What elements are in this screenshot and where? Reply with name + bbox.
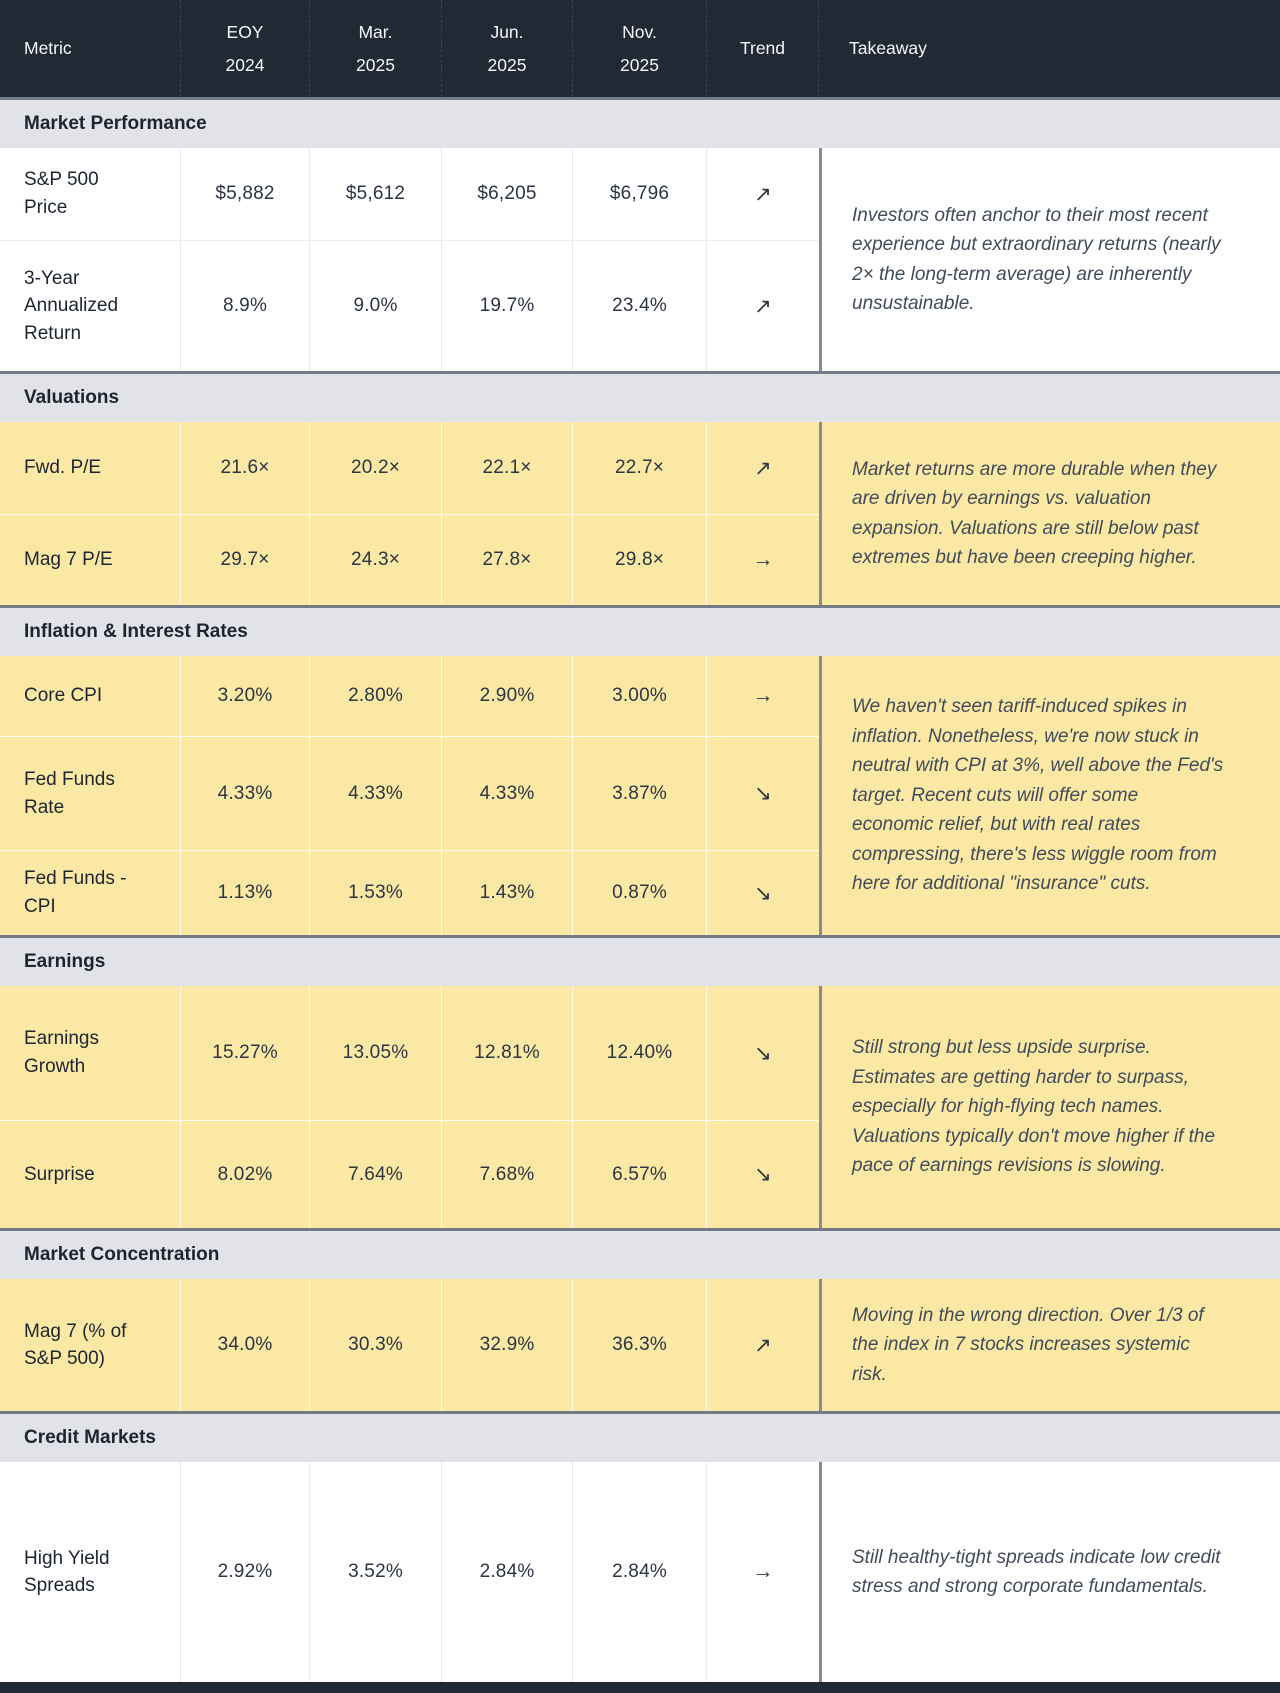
section-rows: [0, 422, 819, 605]
value-cell: 27.8×: [442, 515, 573, 605]
section-title: Credit Markets: [24, 1427, 156, 1449]
column-header-label: 2025: [487, 54, 527, 75]
value-cell: 7.68%: [442, 1121, 573, 1228]
value-cell: 9.0%: [310, 241, 442, 371]
value-cell: 34.0%: [181, 1279, 310, 1411]
section-header-credit-markets: [0, 1411, 1280, 1462]
column-header-label: EOY: [226, 22, 264, 43]
takeaway-text: Investors often anchor to their most recent experience but extraordinary returns (nearly 2× the long-term average) are inherently unsustainable.: [852, 204, 1221, 314]
table-row: [0, 240, 819, 371]
table-row: [0, 1120, 819, 1228]
section-rows: [0, 148, 819, 371]
section-header-market-concentration: [0, 1228, 1280, 1279]
value-cell: 29.7×: [181, 515, 310, 605]
value-cell: 32.9%: [442, 1279, 573, 1411]
value-cell: 30.3%: [310, 1279, 442, 1411]
value-cell: 1.53%: [310, 851, 442, 935]
value-cell: 2.84%: [573, 1462, 707, 1682]
metric-cell: Core CPI: [0, 656, 181, 736]
column-header-label: Mar.: [358, 22, 393, 43]
table-body: [0, 97, 1280, 1682]
value-cell: 22.7×: [573, 422, 707, 514]
takeaway-text: Moving in the wrong direction. Over 1/3 of the index in 7 stocks increases systemic risk.: [852, 1305, 1204, 1385]
table-row: [0, 736, 819, 850]
trend-up-icon: ↗: [754, 294, 772, 318]
value-cell: 12.40%: [573, 986, 707, 1120]
value-cell: 6.57%: [573, 1121, 707, 1228]
metric-cell: Fed Funds - CPI: [0, 851, 181, 935]
value-cell: 7.64%: [310, 1121, 442, 1228]
section-body-credit-markets: [0, 1462, 1280, 1682]
takeaway-cell: [819, 1279, 1280, 1411]
column-header-jun-2025: [442, 0, 573, 97]
value-cell: 23.4%: [573, 241, 707, 371]
column-header-label: Nov.: [622, 22, 657, 43]
column-header-label: 2024: [225, 54, 265, 75]
trend-down-icon: ↘: [754, 881, 772, 905]
value-cell: 4.33%: [310, 737, 442, 850]
section-title: Valuations: [24, 387, 120, 408]
section-header-earnings: [0, 935, 1280, 986]
value-cell: 24.3×: [310, 515, 442, 605]
column-header-label: Metric: [24, 38, 72, 59]
takeaway-text: Market returns are more durable when they are driven by earnings vs. valuation expansion. Valuations are still below past extremes but have been creeping higher.: [852, 458, 1217, 568]
section-title: Earnings: [24, 951, 106, 972]
metric-cell: Fwd. P/E: [0, 422, 181, 514]
value-cell: 13.05%: [310, 986, 442, 1120]
metric-cell: 3-Year Annualized Return: [0, 241, 181, 371]
table-row: [0, 422, 819, 514]
trend-down-icon: ↘: [754, 782, 772, 805]
value-cell: 36.3%: [573, 1279, 707, 1411]
value-cell: 3.87%: [573, 737, 707, 850]
value-cell: $6,796: [573, 148, 707, 240]
table-row: [0, 850, 819, 935]
value-cell: 15.27%: [181, 986, 310, 1120]
section-rows: [0, 656, 819, 935]
takeaway-cell: [819, 656, 1280, 935]
section-body-inflation-interest-rates: [0, 656, 1280, 935]
value-cell: 22.1×: [442, 422, 573, 514]
column-header-eoy-2024: [181, 0, 310, 97]
table-row: [0, 986, 819, 1120]
trend-down-icon: ↘: [754, 1163, 772, 1186]
section-body-valuations: [0, 422, 1280, 605]
trend-up-icon: ↗: [754, 182, 772, 206]
takeaway-text: Still strong but less upside surprise. Estimates are getting harder to surpass, especially for high-flying tech names. Valuations typically don't move higher if the pace of earnings revisions is slowing.: [852, 1037, 1216, 1177]
value-cell: 2.92%: [181, 1462, 310, 1682]
column-header-label: 2025: [620, 54, 659, 75]
column-header-metric: [0, 0, 181, 97]
column-header-label: Trend: [739, 38, 786, 59]
value-cell: 29.8×: [573, 515, 707, 605]
trend-flat-icon: →: [752, 684, 774, 707]
column-header-label: 2025: [356, 54, 395, 75]
value-cell: 4.33%: [181, 737, 310, 850]
value-cell: 2.84%: [442, 1462, 573, 1682]
section-body-market-performance: [0, 148, 1280, 371]
value-cell: 2.90%: [442, 656, 573, 736]
column-header-label: Takeaway: [849, 38, 927, 59]
table-row: [0, 1279, 819, 1411]
table-row: [0, 514, 819, 605]
takeaway-text: We haven't seen tariff-induced spikes in inflation. Nonetheless, we're now stuck in neutral with CPI at 3%, well above the Fed's target. Recent cuts will offer some economic relief, but with real rates compressing, there's less wiggle room from here for additional "insurance" cuts.: [852, 696, 1224, 895]
trend-down-icon: ↘: [754, 1041, 772, 1065]
section-body-earnings: [0, 986, 1280, 1228]
trend-up-icon: ↗: [754, 456, 772, 480]
metric-cell: High Yield Spreads: [0, 1462, 181, 1682]
column-header-trend: [707, 0, 819, 97]
section-header-valuations: [0, 371, 1280, 422]
value-cell: $5,882: [181, 148, 310, 240]
metric-cell: Mag 7 P/E: [0, 515, 181, 605]
section-rows: [0, 1279, 819, 1411]
takeaway-cell: [819, 148, 1280, 371]
section-title: Market Performance: [24, 113, 207, 134]
value-cell: 8.02%: [181, 1121, 310, 1228]
metric-cell: Surprise: [0, 1121, 181, 1228]
table-row: [0, 1462, 819, 1682]
section-rows: [0, 1462, 819, 1682]
trend-flat-icon: →: [752, 548, 774, 571]
value-cell: 20.2×: [310, 422, 442, 514]
table-row: [0, 656, 819, 736]
value-cell: 4.33%: [442, 737, 573, 850]
value-cell: 3.20%: [181, 656, 310, 736]
section-header-inflation-interest-rates: [0, 605, 1280, 656]
takeaway-cell: [819, 1462, 1280, 1682]
value-cell: 8.9%: [181, 241, 310, 371]
section-title: Inflation & Interest Rates: [24, 621, 248, 642]
takeaway-cell: [819, 986, 1280, 1228]
table-bottom-border: [0, 1682, 1280, 1693]
column-header-takeaway: [819, 0, 1280, 97]
value-cell: 3.52%: [310, 1462, 442, 1682]
value-cell: 1.43%: [442, 851, 573, 935]
metric-cell: S&P 500 Price: [0, 148, 181, 240]
metric-cell: Fed Funds Rate: [0, 737, 181, 850]
table-row: [0, 148, 819, 240]
takeaway-cell: [819, 422, 1280, 605]
takeaway-text: Still healthy-tight spreads indicate low credit stress and strong corporate fundamentals.: [852, 1546, 1221, 1598]
value-cell: 0.87%: [573, 851, 707, 935]
section-body-market-concentration: [0, 1279, 1280, 1411]
value-cell: $5,612: [310, 148, 442, 240]
column-header-mar-2025: [310, 0, 442, 97]
trend-up-icon: ↗: [754, 1333, 772, 1357]
metric-cell: Earnings Growth: [0, 986, 181, 1120]
table-header-row: [0, 0, 1280, 97]
column-header-label: Jun.: [490, 22, 524, 43]
value-cell: 1.13%: [181, 851, 310, 935]
metric-cell: Mag 7 (% of S&P 500): [0, 1279, 181, 1411]
value-cell: 12.81%: [442, 986, 573, 1120]
value-cell: 21.6×: [181, 422, 310, 514]
value-cell: 19.7%: [442, 241, 573, 371]
section-header-market-performance: [0, 97, 1280, 148]
section-title: Market Concentration: [24, 1244, 220, 1265]
value-cell: 2.80%: [310, 656, 442, 736]
column-header-nov-2025: [573, 0, 707, 97]
trend-flat-icon: →: [752, 1560, 774, 1584]
section-rows: [0, 986, 819, 1228]
value-cell: 3.00%: [573, 656, 707, 736]
value-cell: $6,205: [442, 148, 573, 240]
